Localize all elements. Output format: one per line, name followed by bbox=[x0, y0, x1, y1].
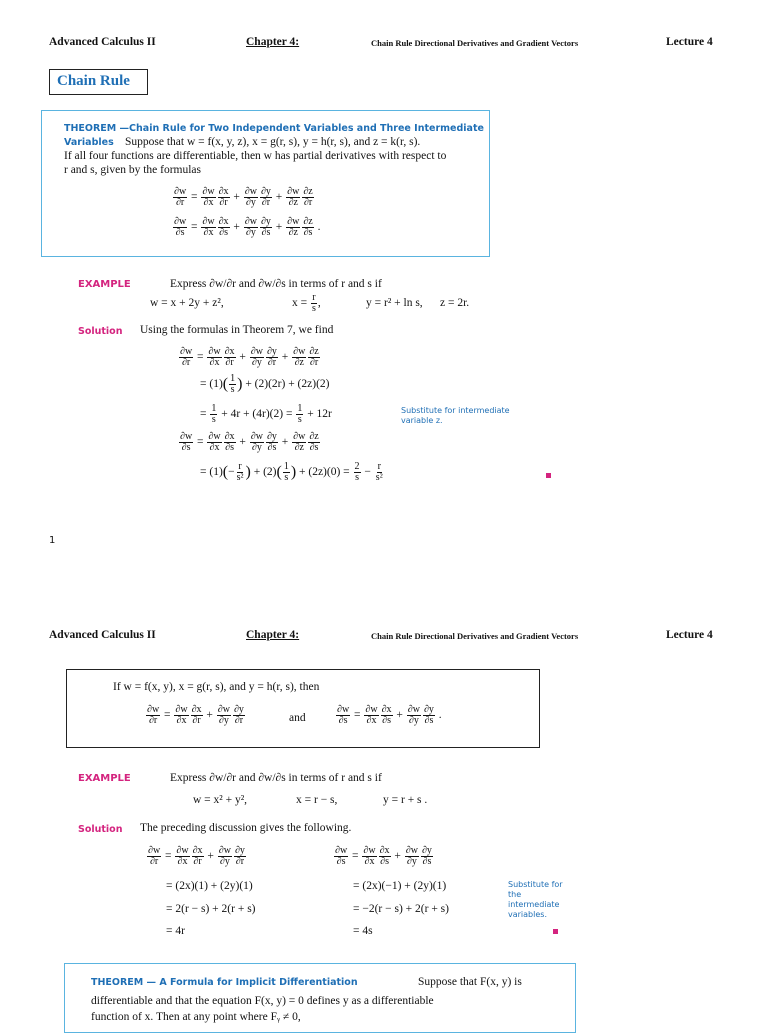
example-label: EXAMPLE bbox=[78, 279, 131, 290]
solution-label-2: Solution bbox=[78, 824, 123, 835]
page-number: 1 bbox=[49, 535, 56, 546]
formula-dwds: $\frac{\partial w}{\partial s}$ = $\frac{\partial w}{\partial x}$ $\frac{\partial x}{\partial s}$ + $\frac{\partial w}{\partial y}$ $\frac{\partial y}{\partial s}$ + $\frac{\partial w}{\partial z}$ $\frac{\partial z}{\partial s}$ . bbox=[174, 216, 321, 238]
header-topic: Chain Rule Directional Derivatives and Gradient Vectors bbox=[371, 38, 579, 48]
header-lecture: Lecture 4 bbox=[666, 36, 713, 48]
sol-line-2: = (1)( $\frac{1}{s}$ ) + (2)(2r) + (2z)(2) bbox=[200, 373, 330, 395]
theorem2-text-3: function of x. Then at any point where Fᵧ ≠ 0, bbox=[91, 1011, 301, 1023]
header-lecture-2: Lecture 4 bbox=[666, 629, 713, 641]
example2-eq-x: x = r − s, bbox=[296, 794, 338, 806]
example-eq-y: y = r² + ln s, bbox=[366, 297, 423, 309]
sol-line-1: $\frac{\partial w}{\partial r}$ = $\frac{\partial w}{\partial x}$ $\frac{\partial x}{\partial r}$ + $\frac{\partial w}{\partial y}$ $\frac{\partial y}{\partial r}$ + $\frac{\partial w}{\partial z}$ $\frac{\partial z}{\partial r}$ bbox=[180, 346, 319, 368]
box-formula-r: $\frac{\partial w}{\partial r}$ = $\frac{\partial w}{\partial x}$ $\frac{\partial x}{\partial r}$ + $\frac{\partial w}{\partial y}$ $\frac{\partial y}{\partial r}$ bbox=[147, 704, 244, 726]
header-chapter: Chapter 4: bbox=[246, 36, 300, 48]
theorem-text-3: r and s, given by the formulas bbox=[64, 164, 202, 176]
theorem2-text-2: differentiable and that the equation F(x, y) = 0 defines y as a differentiable bbox=[91, 995, 434, 1007]
solution-text-2: The preceding discussion gives the following. bbox=[140, 822, 352, 834]
box-text: If w = f(x, y), x = g(r, s), and y = h(r, s), then bbox=[113, 681, 320, 693]
theorem2-box bbox=[64, 963, 576, 1033]
theorem-title-2: Variables bbox=[64, 137, 114, 148]
example-text: Express ∂w/∂r and ∂w/∂s in terms of r and s if bbox=[170, 278, 382, 290]
solution-label: Solution bbox=[78, 326, 123, 337]
example-label-2: EXAMPLE bbox=[78, 773, 131, 784]
example-text-2: Express ∂w/∂r and ∂w/∂s in terms of r and s if bbox=[170, 772, 382, 784]
formula-dwdr: $\frac{\partial w}{\partial r}$ = $\frac{\partial w}{\partial x}$ $\frac{\partial x}{\partial r}$ + $\frac{\partial w}{\partial y}$ $\frac{\partial y}{\partial r}$ + $\frac{\partial w}{\partial z}$ $\frac{\partial z}{\partial r}$ bbox=[174, 186, 313, 208]
sol2-right-3: = 4s bbox=[353, 925, 373, 937]
header-topic-2: Chain Rule Directional Derivatives and Gradient Vectors bbox=[371, 631, 579, 641]
solution-text: Using the formulas in Theorem 7, we find bbox=[140, 324, 334, 336]
qed-marker bbox=[546, 473, 551, 478]
box-and: and bbox=[289, 712, 306, 724]
example-eq-z: z = 2r. bbox=[440, 297, 470, 309]
sol2-left-formula: $\frac{\partial w}{\partial r}$ = $\frac{\partial w}{\partial x}$ $\frac{\partial x}{\partial r}$ + $\frac{\partial w}{\partial y}$ $\frac{\partial y}{\partial r}$ bbox=[148, 845, 245, 867]
two-variable-box bbox=[66, 669, 540, 748]
section-title: Chain Rule bbox=[49, 69, 148, 95]
example-eq-x: x = $\frac{r}{s}$ , bbox=[292, 292, 321, 314]
theorem-title: THEOREM —Chain Rule for Two Independent Variables and Three Intermediate bbox=[64, 123, 484, 134]
sol2-left-1: = (2x)(1) + (2y)(1) bbox=[166, 880, 253, 892]
sol-note: Substitute for intermediate variable z. bbox=[401, 406, 510, 425]
sol-line-4: $\frac{\partial w}{\partial s}$ = $\frac{\partial w}{\partial x}$ $\frac{\partial x}{\partial s}$ + $\frac{\partial w}{\partial y}$ $\frac{\partial y}{\partial s}$ + $\frac{\partial w}{\partial z}$ $\frac{\partial z}{\partial s}$ bbox=[180, 431, 319, 453]
header-course: Advanced Calculus II bbox=[49, 36, 156, 48]
sol2-note: Substitute for the intermediate variables. bbox=[508, 880, 563, 919]
qed-marker-2 bbox=[553, 929, 558, 934]
example2-eq-w: w = x² + y², bbox=[193, 794, 248, 806]
example-eq-w: w = x + 2y + z², bbox=[150, 297, 224, 309]
sol2-right-1: = (2x)(−1) + (2y)(1) bbox=[353, 880, 447, 892]
sol2-left-3: = 4r bbox=[166, 925, 185, 937]
sol2-right-formula: $\frac{\partial w}{\partial s}$ = $\frac{\partial w}{\partial x}$ $\frac{\partial x}{\partial s}$ + $\frac{\partial w}{\partial y}$ $\frac{\partial y}{\partial s}$ bbox=[335, 845, 432, 867]
box-formula-s: $\frac{\partial w}{\partial s}$ = $\frac{\partial w}{\partial x}$ $\frac{\partial x}{\partial s}$ + $\frac{\partial w}{\partial y}$ $\frac{\partial y}{\partial s}$ . bbox=[337, 704, 442, 726]
header-course-2: Advanced Calculus II bbox=[49, 629, 156, 641]
theorem-text-1: Suppose that w = f(x, y, z), x = g(r, s), y = h(r, s), and z = k(r, s). bbox=[125, 136, 421, 148]
sol-line-5: = (1)(− $\frac{r}{\text{s²}}$ ) + (2)( $\frac{1}{s}$ ) + (2z)(0) = $\frac{2}{s}$ − $\frac{r}{\text{s²}}$ bbox=[200, 461, 383, 483]
example2-eq-y: y = r + s . bbox=[383, 794, 428, 806]
sol2-left-2: = 2(r − s) + 2(r + s) bbox=[166, 903, 256, 915]
theorem-box bbox=[41, 110, 490, 257]
sol-line-3: = $\frac{1}{s}$ + 4r + (4r)(2) = $\frac{1}{s}$ + 12r bbox=[200, 403, 332, 425]
theorem-text-2: If all four functions are differentiable, then w has partial derivatives with respect to bbox=[64, 150, 447, 162]
theorem2-text-1: Suppose that F(x, y) is bbox=[418, 976, 522, 988]
sol2-right-2: = −2(r − s) + 2(r + s) bbox=[353, 903, 449, 915]
theorem2-title: THEOREM — A Formula for Implicit Differentiation bbox=[91, 977, 358, 988]
header-chapter-2: Chapter 4: bbox=[246, 629, 300, 641]
